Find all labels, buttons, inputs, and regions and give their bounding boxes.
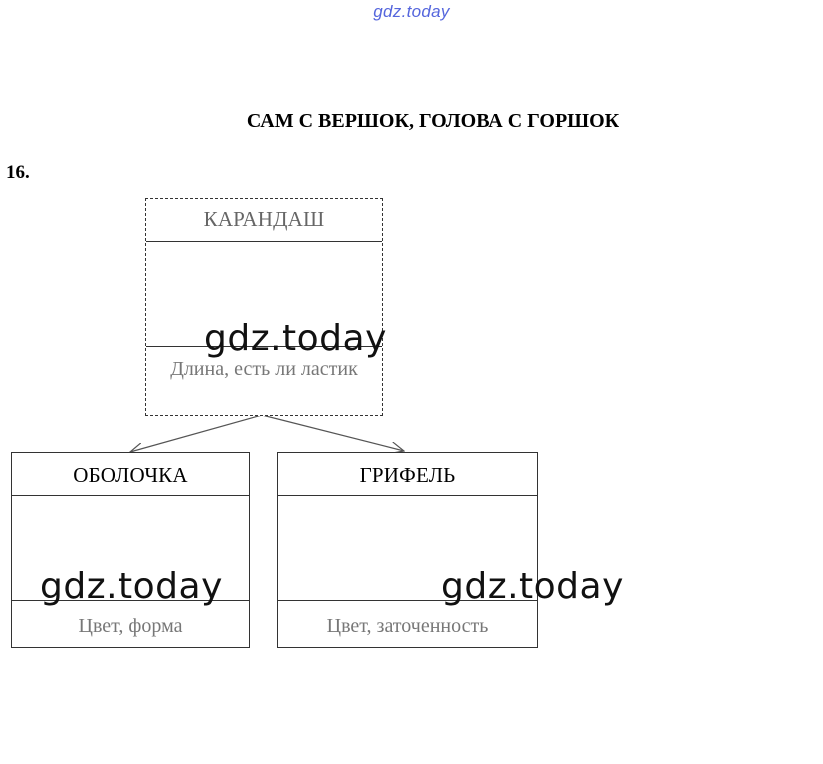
watermark-left: gdz.today xyxy=(40,566,223,607)
shell-box-title: ОБОЛОЧКА xyxy=(73,463,188,487)
pencil-box-title: КАРАНДАШ xyxy=(203,207,325,231)
page-title: САМ С ВЕРШОК, ГОЛОВА С ГОРШОК xyxy=(246,110,620,132)
task-number: 16. xyxy=(6,162,30,183)
arrow-to-lead xyxy=(262,415,404,451)
watermark-top: gdz.today xyxy=(373,2,450,21)
pencil-box-divider-1 xyxy=(146,241,382,242)
lead-box-divider-1 xyxy=(278,495,537,496)
lead-box xyxy=(277,452,538,648)
lead-box-attributes: Цвет, заточенность xyxy=(326,615,489,637)
shell-box-divider-1 xyxy=(12,495,249,496)
pencil-box-attributes: Длина, есть ли ластик xyxy=(170,358,358,380)
shell-box xyxy=(11,452,250,648)
watermark-right: gdz.today xyxy=(441,566,624,607)
watermark-center: gdz.today xyxy=(204,318,387,359)
lead-box-title: ГРИФЕЛЬ xyxy=(359,463,456,487)
shell-box-attributes: Цвет, форма xyxy=(78,615,183,637)
pencil-box xyxy=(145,198,383,416)
arrow-to-shell xyxy=(130,415,262,452)
